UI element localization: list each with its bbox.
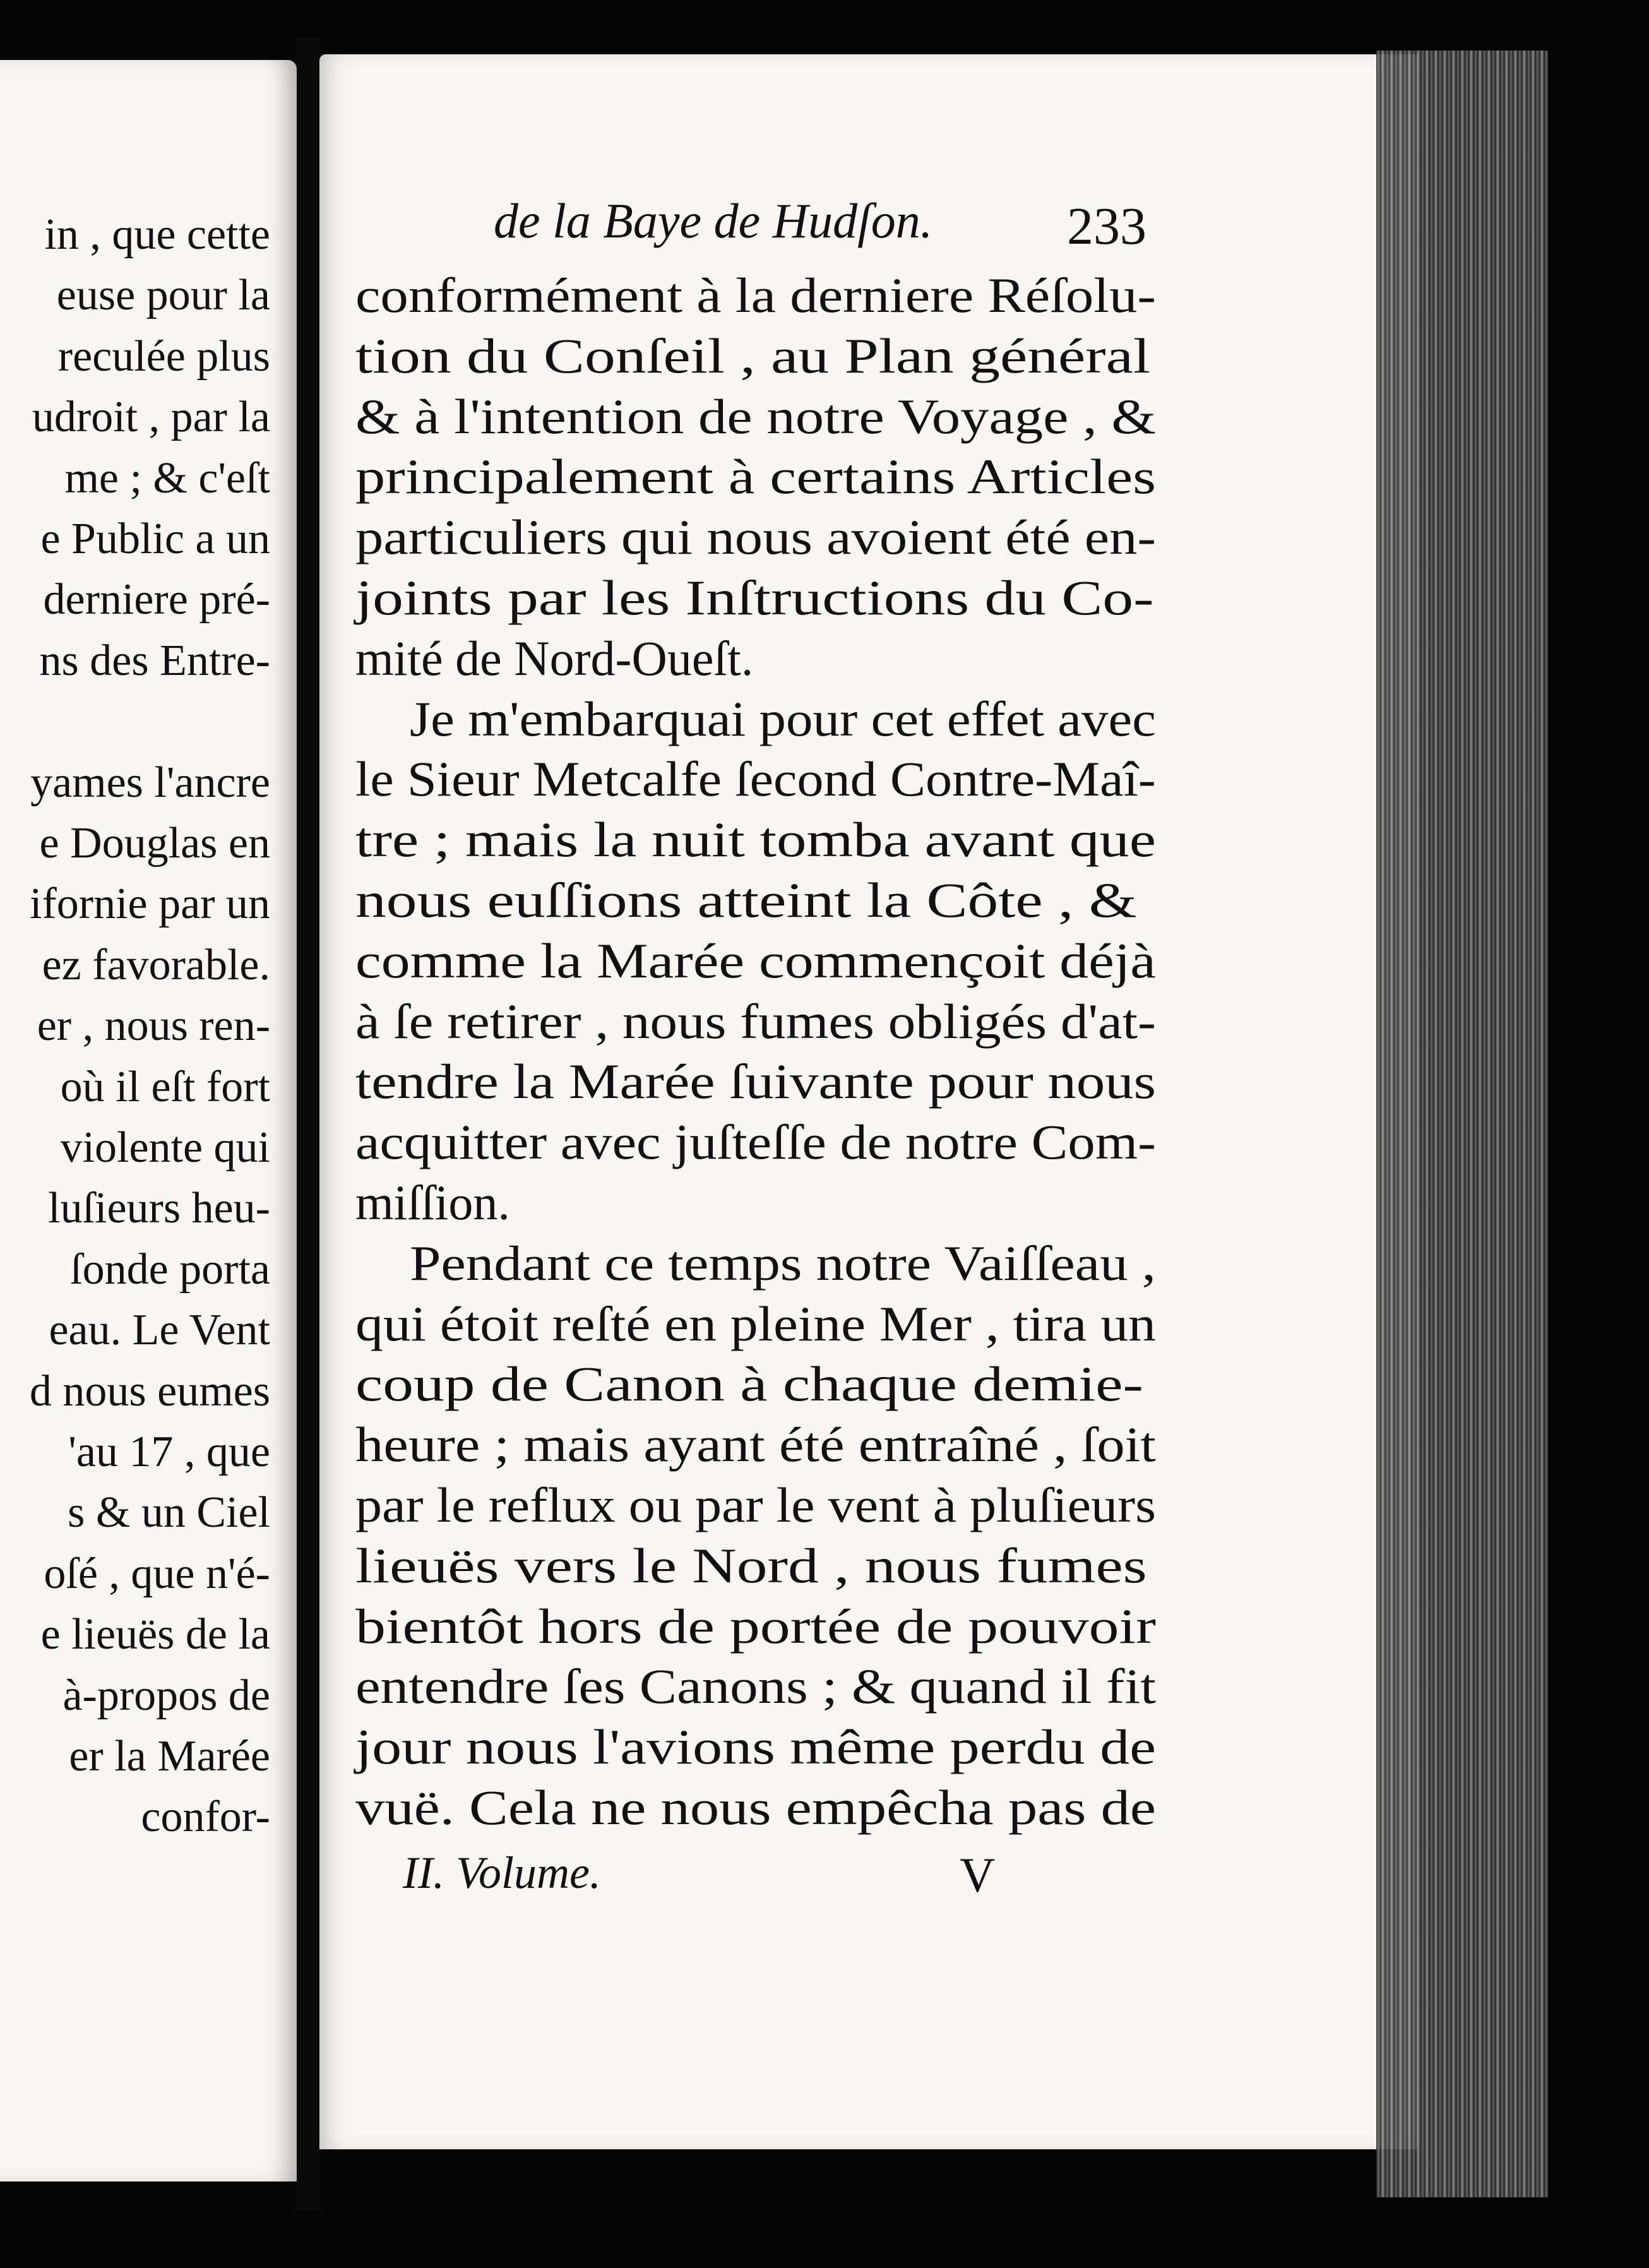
right-page-line: tion du Conſeil , au Plan général — [355, 328, 1151, 383]
left-page-line: in , que cette — [44, 210, 270, 259]
right-page-line: jour nous l'avions même perdu de — [355, 1719, 1156, 1775]
left-page-line: reculée plus — [57, 331, 270, 381]
left-page-line: e Public a un — [40, 515, 270, 563]
right-page-line: entendre ſes Canons ; & quand il fit — [355, 1659, 1156, 1714]
left-page-line: à-propos de — [63, 1671, 270, 1720]
footer-signature: V — [960, 1847, 996, 1902]
left-page-line: s & un Ciel — [68, 1488, 270, 1537]
right-page-line: lieuës vers le Nord , nous fumes — [355, 1537, 1147, 1593]
right-page-line: & à l'intention de notre Voyage , & — [355, 388, 1156, 444]
page-number: 233 — [1067, 197, 1146, 256]
left-page-line: confor- — [141, 1793, 270, 1842]
left-page-line: 'au 17 , que — [68, 1428, 270, 1476]
left-page-line: er , nous ren- — [37, 1001, 270, 1051]
right-page-line: acquitter avec juſteſſe de notre Com- — [355, 1114, 1156, 1170]
left-page — [0, 60, 297, 2181]
left-page-line: e Douglas en — [39, 819, 270, 868]
right-page-line: principalement à certains Articles — [355, 449, 1156, 504]
left-page-line: yames l'ancre — [30, 758, 270, 807]
right-page-line: Pendant ce temps notre Vaiſſeau , — [410, 1235, 1156, 1291]
left-page-line: eau. Le Vent — [49, 1306, 270, 1355]
left-page-line: me ; & c'eſt — [64, 453, 270, 503]
left-page-line: oſé , que n'é- — [44, 1549, 270, 1598]
right-page-line: comme la Marée commençoit déjà — [355, 933, 1156, 988]
right-page-line: par le reflux ou par le vent à pluſieurs — [355, 1477, 1156, 1532]
page-fore-edge — [1376, 51, 1548, 2197]
right-page-line: coup de Canon à chaque demie- — [355, 1356, 1144, 1412]
right-page-line: joints par les Inſtructions du Co- — [355, 570, 1154, 625]
right-page-line: le Sieur Metcalfe ſecond Contre-Maî- — [355, 751, 1156, 807]
right-page-line: tre ; mais la nuit tomba avant que — [355, 812, 1156, 868]
left-page-line: où il eſt fort — [60, 1062, 270, 1111]
left-page-line: ez favorable. — [42, 940, 270, 989]
right-page-line: tendre la Marée ſuivante pour nous — [355, 1054, 1156, 1109]
left-page-line: ns des Entre- — [39, 636, 270, 685]
right-page-line: à ſe retirer , nous fumes obligés d'at- — [355, 993, 1156, 1049]
right-page-line: conformément à la derniere Réſolu- — [355, 268, 1156, 323]
right-page-line: vuë. Cela ne nous empêcha pas de — [355, 1780, 1156, 1835]
left-page-line: ſonde porta — [70, 1244, 270, 1294]
right-page-line: nous euſſions atteint la Côte , & — [355, 873, 1137, 928]
right-page-line: particuliers qui nous avoient été en- — [355, 510, 1156, 565]
right-page-line: miſſion. — [355, 1175, 510, 1230]
left-page-line: derniere pré- — [43, 575, 270, 624]
running-head: de la Baye de Hudſon. — [494, 193, 933, 248]
right-page-line: bientôt hors de portée de pouvoir — [355, 1598, 1156, 1654]
left-page-line: euse pour la — [56, 271, 270, 320]
right-page-line: mité de Nord-Oueſt. — [355, 630, 754, 686]
left-page-line: ifornie par un — [30, 880, 270, 929]
right-page-line: heure ; mais ayant été entraîné , ſoit — [355, 1417, 1156, 1472]
left-page-line: luſieurs heu- — [48, 1184, 270, 1233]
left-page-line: d nous eumes — [29, 1366, 270, 1416]
left-page-line: er la Marée — [69, 1732, 270, 1781]
left-page-line: udroit , par la — [32, 393, 270, 442]
right-page-line: qui étoit reſté en pleine Mer , tira un — [355, 1296, 1156, 1351]
left-page-line: violente qui — [60, 1123, 270, 1172]
footer-volume: II. Volume. — [403, 1847, 601, 1898]
left-page-line: e lieuës de la — [40, 1610, 270, 1659]
right-page-line: Je m'embarquai pour cet effet avec — [410, 691, 1156, 746]
book-gutter — [297, 38, 319, 2210]
